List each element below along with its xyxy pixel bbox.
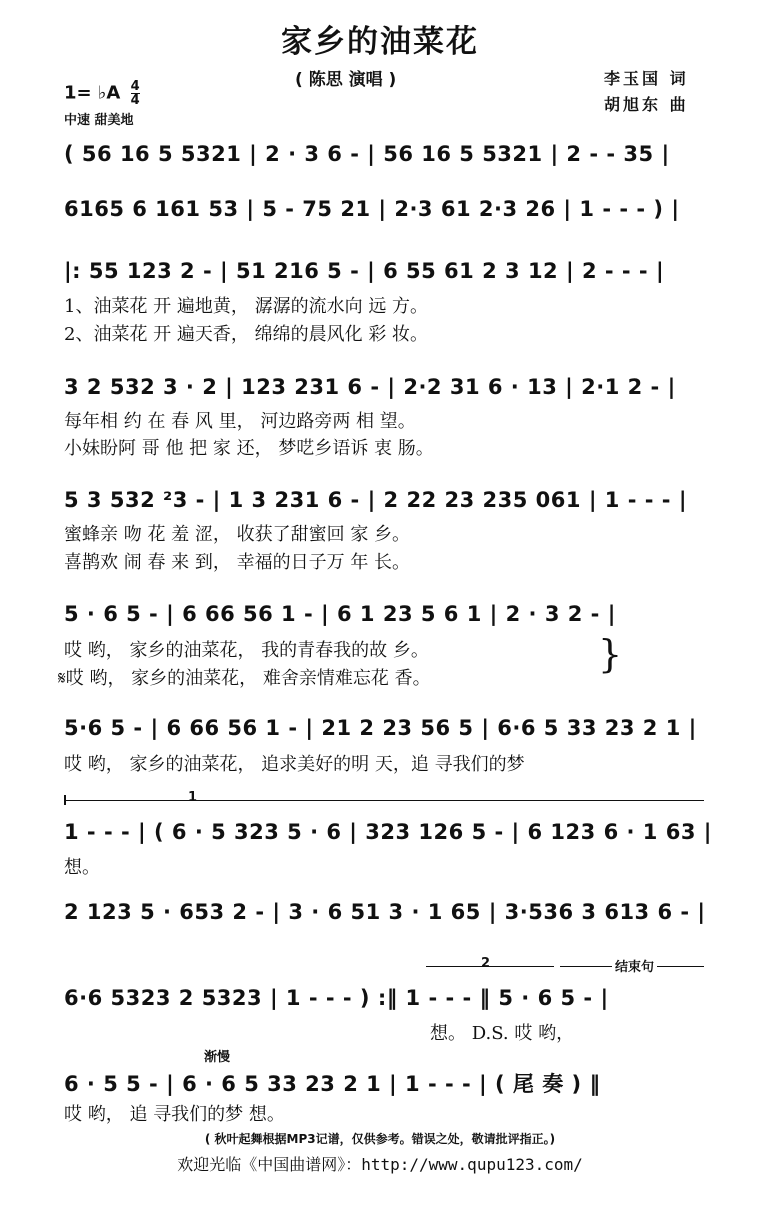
- notation-line-3: |: 55 123 2 - | 51 216 5 - | 6 55 61 2 3 12 | 2 - - - |: [64, 259, 665, 283]
- time-signature: [131, 80, 140, 107]
- notation-line-4: 3 2 532 3 · 2 | 123 231 6 - | 2·2 31 6 · 13 | 2·1 2 - |: [64, 375, 676, 399]
- notation-line-1: ( 56 16 5 5321 | 2 · 3 6 - | 56 16 5 5321 | 2 - - 35 |: [64, 142, 670, 166]
- ending-label: 结束句: [612, 956, 657, 975]
- tempo-marking: 中速 甜美地: [64, 113, 134, 128]
- time-numerator: 4: [130, 79, 140, 94]
- key-label: 1= ♭A: [64, 82, 121, 104]
- singer-credit: ( 陈思 演唱 ): [295, 70, 397, 90]
- notation-line-11: 6 · 5 5 - | 6 · 6 5 33 23 2 1 | 1 - - - | ( 尾 奏 ) ‖: [64, 1072, 601, 1096]
- lyricist-credit: 李玉国 词: [604, 69, 689, 88]
- lyric-line-5a: 蜜蜂亲 吻 花 羞 涩， 收获了甜蜜回 家 乡。: [64, 524, 411, 545]
- volta-1-number: 1: [188, 790, 198, 805]
- site-credit: 欢迎光临《中国曲谱网》：http://www.qupu123.com/: [177, 1155, 583, 1174]
- lyric-line-11: 哎 哟， 追 寻我们的梦 想。: [64, 1104, 285, 1125]
- lyric-line-10: 想。 D.S. 哎 哟，: [430, 1023, 575, 1044]
- repeat-brace-icon: }: [598, 632, 623, 676]
- volta-1-left-edge: [64, 795, 66, 805]
- notation-line-8: 1 - - - | ( 6 · 5 323 5 · 6 | 323 126 5 - | 6 123 6 · 1 63 |: [64, 820, 712, 844]
- key-signature: [64, 80, 140, 107]
- notation-line-5: 5 3 532 ²3 - | 1 3 231 6 - | 2 22 23 235 061 | 1 - - - |: [64, 488, 687, 512]
- song-title: 家乡的油菜花: [281, 24, 479, 60]
- notation-line-7: 5·6 5 - | 6 66 56 1 - | 21 2 23 56 5 | 6·6 5 33 23 2 1 |: [64, 716, 697, 740]
- lyric-line-6a: 哎 哟， 家乡的油菜花， 我的青春我的故 乡。: [64, 640, 429, 661]
- lyric-line-7: 哎 哟， 家乡的油菜花， 追求美好的明 天，追 寻我们的梦: [64, 754, 525, 775]
- lyric-line-3a: 1、油菜花 开 遍地黄， 潺潺的流水向 远 方。: [64, 296, 429, 317]
- lyric-line-8: 想。: [64, 857, 100, 878]
- ritardando-label: 渐慢: [204, 1050, 231, 1065]
- composer-credit: 胡旭东 曲: [604, 95, 689, 114]
- lyric-line-5b: 喜鹊欢 闹 春 来 到， 幸福的日子万 年 长。: [64, 552, 411, 573]
- volta-2-number: 2: [481, 956, 491, 971]
- transcription-note: ( 秋叶起舞根据MP3记谱，仅供参考。错误之处，敬请批评指正。): [204, 1132, 556, 1146]
- time-denominator: 4: [130, 93, 140, 108]
- lyric-line-6b: 𝄋哎 哟， 家乡的油菜花， 难舍亲情难忘花 香。: [58, 668, 431, 689]
- lyric-line-3b: 2、油菜花 开 遍天香， 绵绵的晨风化 彩 妆。: [64, 324, 429, 345]
- volta-1-bracket: [64, 800, 704, 801]
- lyric-line-4b: 小妹盼阿 哥 他 把 家 还， 梦呓乡语诉 衷 肠。: [64, 438, 434, 459]
- notation-line-6: 5 · 6 5 - | 6 66 56 1 - | 6 1 23 5 6 1 | 2 · 3 2 - |: [64, 602, 616, 626]
- notation-line-9: 2 123 5 · 653 2 - | 3 · 6 51 3 · 1 65 | 3·536 3 613 6 - |: [64, 900, 706, 924]
- notation-line-2: 6165 6 161 53 | 5 - 75 21 | 2·3 61 2·3 26 | 1 - - - ) |: [64, 197, 680, 221]
- notation-line-10: 6·6 5323 2 5323 | 1 - - - ) :‖ 1 - - - ‖ 5 · 6 5 - |: [64, 986, 609, 1010]
- lyric-line-4a: 每年相 约 在 春 风 里， 河边路旁两 相 望。: [64, 411, 416, 432]
